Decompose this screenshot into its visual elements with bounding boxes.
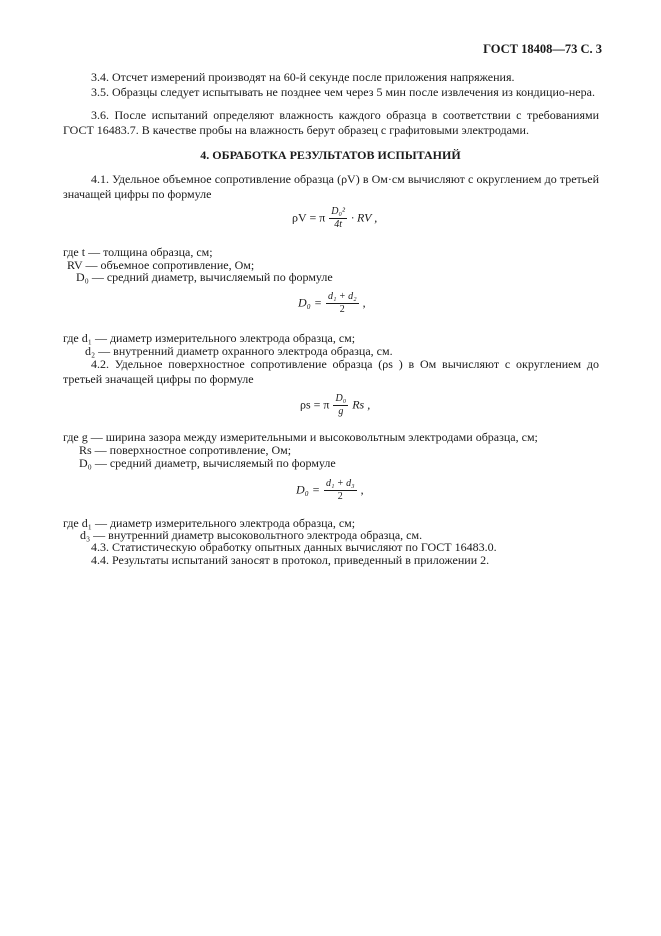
formula-rhs: · RV , <box>350 210 378 225</box>
paragraph-4-2: 4.2. Удельное поверхностное сопротивление образца (ρs ) в Ом вычисляют с округлением до третьей значащей цифры по формуле <box>63 357 599 386</box>
formula-rho-v <box>292 206 377 231</box>
formula-fraction <box>329 206 347 231</box>
where-line: D₀ — средний диаметр, вычисляемый по формуле <box>79 456 336 470</box>
paragraph-3-6: 3.6. После испытаний определяют влажность каждого образца в соответствии с требованиями ГОСТ 16483.7. В качестве пробы на влажность берут образец с графитовыми электродами. <box>63 108 599 137</box>
formula-fraction <box>333 393 348 418</box>
page-header: ГОСТ 18408—73 С. 3 <box>483 42 602 56</box>
formula-lhs: D₀ = <box>296 482 320 497</box>
where-line: D₀ — средний диаметр, вычисляемый по формуле <box>76 270 333 284</box>
formula-denominator: g <box>338 406 344 417</box>
section-title: 4. ОБРАБОТКА РЕЗУЛЬТАТОВ ИСПЫТАНИЙ <box>200 148 461 162</box>
formula-denominator: 2 <box>337 491 343 502</box>
formula-d0-first <box>298 291 366 316</box>
formula-rhs: , <box>360 482 364 497</box>
formula-rho-s <box>300 393 370 418</box>
formula-numerator: d₁ + d₃ <box>325 478 355 489</box>
where-line: RV — объемное сопротивление, Ом; <box>67 258 255 272</box>
where-line: где d₁ — диаметр измерительного электрода образца, см; <box>63 516 356 530</box>
formula-d0-second <box>296 478 364 503</box>
formula-fraction <box>326 291 359 316</box>
formula-numerator: D₀² <box>331 206 345 217</box>
where-line: где d₁ — диаметр измерительного электрода образца, см; <box>63 331 356 345</box>
formula-lhs: ρV = π <box>292 210 326 225</box>
paragraph-3-5: 3.5. Образцы следует испытывать не позднее чем через 5 мин после извлечения из кондицио-нера. <box>91 85 595 99</box>
formula-numerator: d₁ + d₂ <box>327 291 357 302</box>
formula-lhs: D₀ = <box>298 295 322 310</box>
formula-denominator: 4t <box>334 219 342 230</box>
formula-denominator: 2 <box>339 304 345 315</box>
formula-fraction <box>324 478 357 503</box>
paragraph-3-4: 3.4. Отсчет измерений производят на 60-й секунде после приложения напряжения. <box>91 70 515 84</box>
where-line: где g — ширина зазора между измерительными и высоковольтным электродами образца, см; <box>63 430 538 444</box>
formula-rhs: , <box>362 295 366 310</box>
where-line: где t — толщина образца, см; <box>63 245 213 259</box>
formula-lhs: ρs = π <box>300 397 330 412</box>
where-line: Rs — поверхностное сопротивление, Ом; <box>79 443 292 457</box>
paragraph-4-3: 4.3. Статистическую обработку опытных данных вычисляют по ГОСТ 16483.0. <box>91 540 497 554</box>
formula-rhs: Rs , <box>352 397 371 412</box>
paragraph-4-4: 4.4. Результаты испытаний заносят в протокол, приведенный в приложении 2. <box>91 553 490 567</box>
where-line: d₃ — внутренний диаметр высоковольтного электрода образца, см. <box>80 528 423 542</box>
paragraph-4-1: 4.1. Удельное объемное сопротивление образца (ρV) в Ом·см вычисляют с округлением до третьей значащей цифры по формуле <box>63 172 599 201</box>
formula-numerator: D₀ <box>335 393 347 404</box>
where-line: d₂ — внутренний диаметр охранного электрода образца, см. <box>85 344 393 358</box>
